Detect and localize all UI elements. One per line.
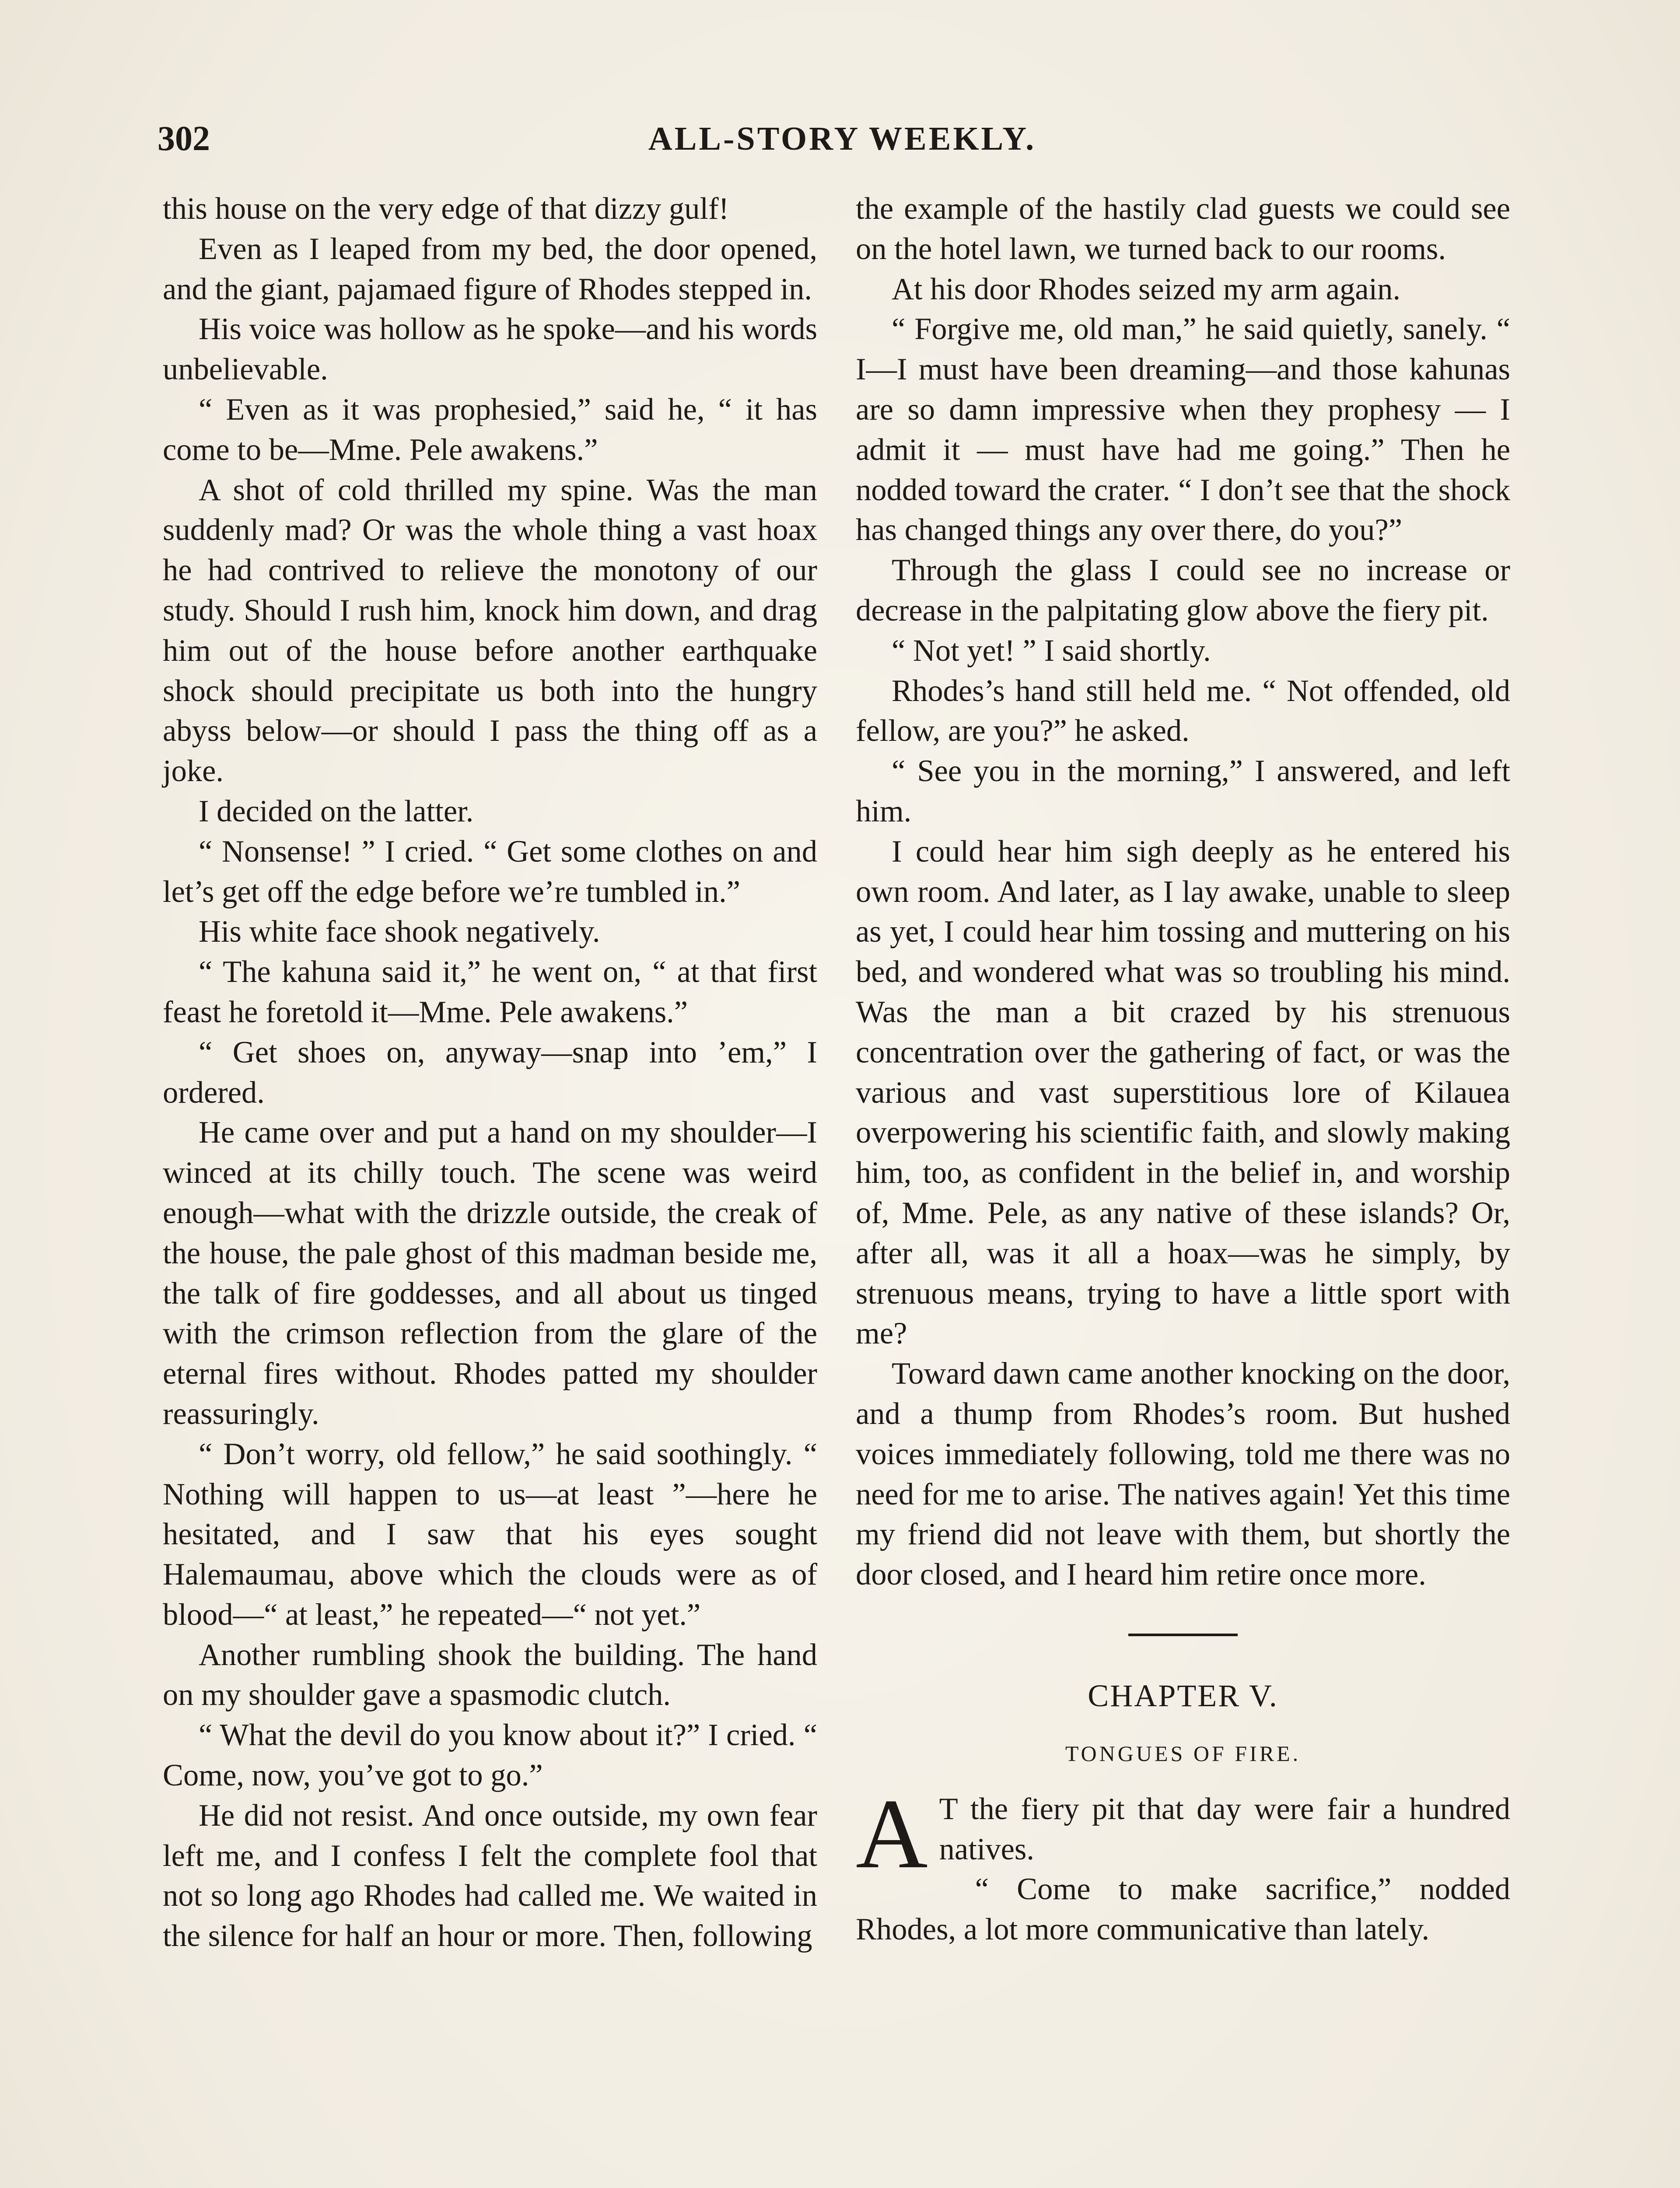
paragraph: “ See you in the morning,” I answered, and left him. bbox=[856, 754, 1510, 828]
paragraph: I could hear him sigh deeply as he entered his own room. And later, as I lay awake, unable to sleep as yet, I could hear him tossing and muttering on his bed, and wondered what was so troubling his mind. Was the man a bit crazed by his strenuous concentration over the gathering of fact, or was the various and vast superstitious lore of Kilauea overpowering his scientific faith, and slowly making him, too, as confident in the belief in, and worship of, Mme. Pele, as any native of these islands? Or, after all, was it all a hoax—was he simply, by strenuous means, trying to have a little sport with me? bbox=[856, 834, 1510, 1351]
page-number: 302 bbox=[158, 119, 210, 158]
drop-cap: A bbox=[856, 1778, 928, 1889]
chapter-heading: CHAPTER V. bbox=[1088, 1678, 1278, 1713]
paragraph: “ Forgive me, old man,” he said quietly, sanely. “ I—I must have been dreaming—and those kahunas are so damn impressive when they prophesy — I admit it — must have had me going.” Then he nodded toward the crater. “ I don’t see that the shock has changed things any over there, do you?” bbox=[856, 312, 1510, 547]
paragraph: “ The kahuna said it,” he went on, “ at that first feast he foretold it—Mme. Pele awakens.” bbox=[163, 955, 817, 1029]
paragraph: I decided on the latter. bbox=[199, 794, 474, 828]
paragraph: Rhodes’s hand still held me. “ Not offended, old fellow, are you?” he asked. bbox=[856, 673, 1510, 748]
paragraph: He did not resist. And once outside, my own fear left me, and I confess I felt the complete fool that not so long ago Rhodes had called me. We waited in the silence for half an hour or more. Then, following bbox=[163, 1798, 817, 1953]
opening-text: T the fiery pit that day were fair a hundred natives. bbox=[939, 1792, 1510, 1866]
paragraph: At his door Rhodes seized my arm again. bbox=[892, 272, 1401, 306]
chapter-subtitle: TONGUES OF FIRE. bbox=[1065, 1741, 1301, 1766]
paragraph: “ Not yet! ” I said shortly. bbox=[892, 633, 1211, 668]
paragraph: “ What the devil do you know about it?” I cried. “ Come, now, you’ve got to go.” bbox=[163, 1718, 817, 1793]
paragraph: the example of the hastily clad guests we could see on the hotel lawn, we turned back to our rooms. bbox=[856, 192, 1510, 266]
paragraph: “ Don’t worry, old fellow,” he said soothingly. “ Nothing will happen to us—at least ”—here he hesitated, and I saw that his eyes sought Halemaumau, above which the clouds were as of blood—“ at least,” he repeated—“ not yet.” bbox=[163, 1437, 817, 1632]
paragraph: Even as I leaped from my bed, the door opened, and the giant, pajamaed figure of Rhodes stepped in. bbox=[163, 231, 817, 306]
section-divider bbox=[1128, 1634, 1238, 1636]
chapter-opening-paragraph bbox=[856, 1778, 1510, 1889]
paragraph: Toward dawn came another knocking on the door, and a thump from Rhodes’s room. But hushed voices immediately following, told me there was no need for me to arise. The natives again! Yet this time my friend did not leave with them, but shortly the door closed, and I heard him retire once more. bbox=[856, 1357, 1510, 1592]
paragraph: His white face shook negatively. bbox=[199, 915, 600, 949]
running-head: ALL-STORY WEEKLY. bbox=[648, 120, 1036, 157]
paragraph: “ Get shoes on, anyway—snap into ’em,” I ordered. bbox=[163, 1035, 817, 1110]
right-column bbox=[856, 189, 1510, 1950]
left-column bbox=[163, 189, 817, 1957]
paragraph: “ Even as it was prophesied,” said he, “ it has come to be—Mme. Pele awakens.” bbox=[163, 392, 817, 467]
paragraph: He came over and put a hand on my shoulder—I winced at its chilly touch. The scene was weird enough—what with the drizzle outside, the creak of the house, the pale ghost of this madman beside me, the talk of fire goddesses, and all about us tinged with the crimson reflection from the glare of the eternal fires without. Rhodes patted my shoulder reassuringly. bbox=[163, 1115, 817, 1431]
page-header bbox=[158, 115, 1527, 163]
paragraph: “ Nonsense! ” I cried. “ Get some clothes on and let’s get off the edge before we’re tumbled in.” bbox=[163, 834, 817, 909]
paragraph: His voice was hollow as he spoke—and his words unbelievable. bbox=[163, 312, 817, 387]
paragraph: Through the glass I could see no increase or decrease in the palpitating glow above the fiery pit. bbox=[856, 553, 1510, 628]
paragraph: this house on the very edge of that dizzy gulf! bbox=[163, 192, 729, 226]
paragraph: A shot of cold thrilled my spine. Was the man suddenly mad? Or was the whole thing a vast hoax he had contrived to relieve the monotony of our study. Should I rush him, knock him down, and drag him out of the house before another earthquake shock should precipitate us both into the hungry abyss below—or should I pass the thing off as a joke. bbox=[163, 473, 817, 789]
paragraph: Another rumbling shook the building. The hand on my shoulder gave a spasmodic clutch. bbox=[163, 1637, 817, 1712]
paragraph: “ Come to make sacrifice,” nodded Rhodes, a lot more communicative than lately. bbox=[856, 1872, 1510, 1947]
